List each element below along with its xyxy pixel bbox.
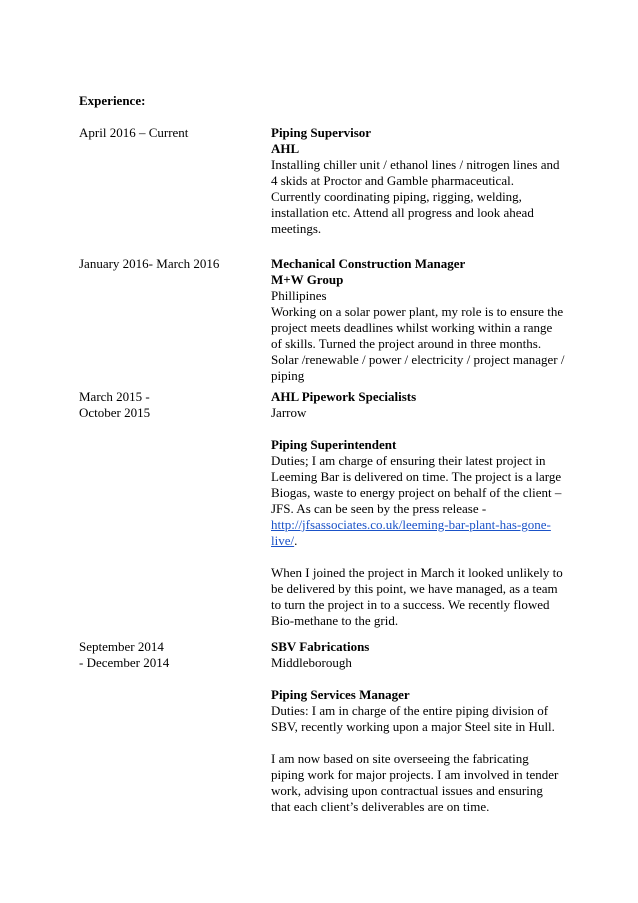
description-line: Working on a solar power plant, my role is to ensure the	[271, 304, 564, 319]
description-line: SBV, recently working upon a major Steel site in Hull.	[271, 719, 555, 734]
description-line: Currently coordinating piping, rigging, welding,	[271, 189, 522, 204]
description-line: project meets deadlines whilst working within a range	[271, 320, 553, 335]
job-dates	[79, 639, 259, 671]
description-line: Duties: I am in charge of the entire piping division of	[271, 703, 549, 718]
location: Middleborough	[271, 655, 352, 670]
description-line: piping work for major projects. I am involved in tender	[271, 767, 559, 782]
date-line: October 2015	[79, 405, 151, 420]
press-release-link[interactable]: http://jfsassociates.co.uk/leeming-bar-plant-has-gone-	[271, 517, 551, 532]
date-line: March 2015 -	[79, 389, 150, 404]
description-line: be delivered by this point, we have managed, as a team	[271, 581, 558, 596]
press-release-link-continued[interactable]: live/	[271, 533, 295, 548]
description-line: that each client’s deliverables are on time.	[271, 799, 490, 814]
job-role: Piping Services Manager	[271, 687, 410, 702]
description-line: piping	[271, 368, 305, 383]
description-line: When I joined the project in March it looked unlikely to	[271, 565, 563, 580]
job-entry	[271, 256, 571, 384]
date-line: January 2016- March 2016	[79, 256, 220, 271]
description-line: 4 skids at Proctor and Gamble pharmaceutical.	[271, 173, 514, 188]
job-title: Mechanical Construction Manager	[271, 256, 466, 271]
company-name: SBV Fabrications	[271, 639, 370, 654]
job-dates	[79, 389, 259, 421]
company-name: AHL Pipework Specialists	[271, 389, 417, 404]
description-line: Leeming Bar is delivered on time. The project is a large	[271, 469, 562, 484]
description-line: installation etc. Attend all progress and look ahead	[271, 205, 534, 220]
description-line: work, advising upon contractual issues and ensuring	[271, 783, 543, 798]
company-name: AHL	[271, 141, 300, 156]
description-line: Biogas, waste to energy project on behalf of the client –	[271, 485, 562, 500]
date-line: - December 2014	[79, 655, 170, 670]
description-line: of skills. Turned the project around in three months.	[271, 336, 542, 351]
job-dates	[79, 125, 259, 141]
description-line: Duties; I am charge of ensuring their latest project in	[271, 453, 546, 468]
description-line: Installing chiller unit / ethanol lines / nitrogen lines and	[271, 157, 560, 172]
job-entry	[271, 125, 571, 237]
location: Phillipines	[271, 288, 327, 303]
company-name: M+W Group	[271, 272, 344, 287]
date-line: April 2016 – Current	[79, 125, 189, 140]
section-heading: Experience:	[79, 93, 146, 108]
description-line: Bio-methane to the grid.	[271, 613, 399, 628]
job-role: Piping Superintendent	[271, 437, 397, 452]
description-line: Solar /renewable / power / electricity / project manager /	[271, 352, 565, 367]
job-dates	[79, 256, 259, 272]
location: Jarrow	[271, 405, 307, 420]
description-line: JFS. As can be seen by the press release -	[271, 501, 487, 516]
job-entry	[271, 389, 571, 629]
description-line: to turn the project in to a success. We recently flowed	[271, 597, 550, 612]
description-line: meetings.	[271, 221, 322, 236]
description-line: I am now based on site overseeing the fabricating	[271, 751, 529, 766]
link-punctuation: .	[294, 533, 298, 548]
job-title: Piping Supervisor	[271, 125, 372, 140]
date-line: September 2014	[79, 639, 164, 654]
job-entry	[271, 639, 571, 815]
